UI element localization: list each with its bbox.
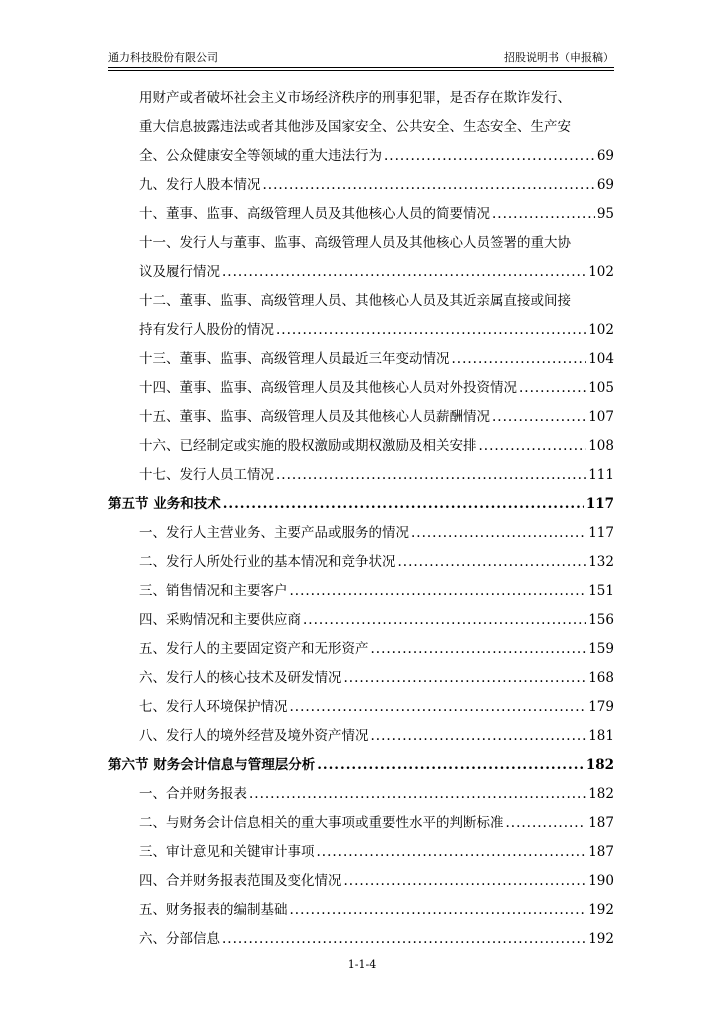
toc-entry[interactable] bbox=[108, 838, 614, 867]
toc-entry[interactable] bbox=[108, 780, 614, 809]
toc-entry-title: 九、发行人股本情况 bbox=[139, 177, 261, 193]
toc-dot-leader bbox=[411, 519, 586, 548]
toc-entry-page: 104 bbox=[588, 351, 614, 367]
toc-entry[interactable] bbox=[108, 113, 614, 142]
toc-dot-leader bbox=[492, 200, 595, 229]
toc-entry-page: 102 bbox=[588, 264, 614, 280]
toc-entry[interactable] bbox=[108, 142, 614, 171]
toc-entry-page: 192 bbox=[588, 902, 614, 918]
toc-entry-page: 107 bbox=[588, 409, 614, 425]
toc-dot-leader bbox=[222, 258, 586, 287]
toc-entry-page: 102 bbox=[588, 322, 614, 338]
toc-entry-title: 十一、发行人与董事、监事、高级管理人员及其他核心人员签署的重大协 bbox=[139, 235, 571, 251]
toc-entry-page: 69 bbox=[596, 177, 614, 193]
toc-entry-page: 187 bbox=[588, 844, 614, 860]
toc-dot-leader bbox=[344, 867, 587, 896]
toc-dot-leader bbox=[290, 896, 587, 925]
toc-entry[interactable] bbox=[108, 461, 614, 490]
toc-dot-leader bbox=[290, 577, 587, 606]
toc-entry[interactable] bbox=[108, 229, 614, 258]
toc-entry-title: 五、财务报表的编制基础 bbox=[139, 902, 288, 918]
toc-dot-leader bbox=[506, 809, 587, 838]
header-company: 通力科技股份有限公司 bbox=[108, 51, 218, 64]
toc-entry[interactable] bbox=[108, 84, 614, 113]
toc-entry-page: 159 bbox=[588, 641, 614, 657]
toc-dot-leader bbox=[317, 751, 584, 780]
header-doc-title: 招股说明书（申报稿） bbox=[504, 51, 614, 64]
toc-dot-leader bbox=[222, 925, 586, 954]
toc-entry-title: 十三、董事、监事、高级管理人员最近三年变动情况 bbox=[139, 351, 450, 367]
toc-dot-leader bbox=[290, 693, 587, 722]
toc-entry[interactable] bbox=[108, 809, 614, 838]
toc-entry-page: 168 bbox=[588, 670, 614, 686]
toc-dot-leader bbox=[317, 838, 587, 867]
toc-entry[interactable] bbox=[108, 722, 614, 751]
page-header bbox=[108, 50, 614, 66]
toc-entry-title: 三、审计意见和关键审计事项 bbox=[139, 844, 315, 860]
toc-entry-page: 182 bbox=[585, 757, 614, 773]
toc-entry-title: 用财产或者破坏社会主义市场经济秩序的刑事犯罪，是否存在欺诈发行、 bbox=[139, 90, 571, 106]
header-rule bbox=[108, 67, 614, 71]
toc-entry-title: 一、合并财务报表 bbox=[139, 786, 247, 802]
toc-dot-leader bbox=[303, 606, 586, 635]
toc-entry-title: 十六、已经制定或实施的股权激励或期权激励及相关安排 bbox=[139, 438, 477, 454]
toc-entry[interactable] bbox=[108, 403, 614, 432]
toc-entry-title: 二、与财务会计信息相关的重大事项或重要性水平的判断标准 bbox=[139, 815, 504, 831]
toc-dot-leader bbox=[519, 374, 586, 403]
toc-entry-title: 全、公众健康安全等领域的重大违法行为 bbox=[139, 148, 382, 164]
toc-entry[interactable] bbox=[108, 519, 614, 548]
toc-entry[interactable] bbox=[108, 577, 614, 606]
toc-entry-title: 十、董事、监事、高级管理人员及其他核心人员的简要情况 bbox=[139, 206, 490, 222]
toc-entry-title: 持有发行人股份的情况 bbox=[139, 322, 274, 338]
toc-entry-title: 第六节 财务会计信息与管理层分析 bbox=[108, 757, 316, 773]
toc-dot-leader bbox=[276, 316, 586, 345]
toc-entry-page: 156 bbox=[588, 612, 614, 628]
toc-entry[interactable] bbox=[108, 200, 614, 229]
toc-dot-leader bbox=[249, 780, 586, 809]
toc-entry[interactable] bbox=[108, 287, 614, 316]
toc-entry[interactable] bbox=[108, 693, 614, 722]
toc-entry[interactable] bbox=[108, 432, 614, 461]
toc-entry[interactable] bbox=[108, 548, 614, 577]
toc-entry-page: 192 bbox=[588, 931, 614, 947]
toc-entry-title: 第五节 业务和技术 bbox=[108, 496, 221, 512]
toc-entry[interactable] bbox=[108, 258, 614, 287]
toc-entry-page: 95 bbox=[596, 206, 614, 222]
toc-section-heading[interactable] bbox=[108, 490, 614, 519]
toc-entry-title: 议及履行情况 bbox=[139, 264, 220, 280]
toc-entry[interactable] bbox=[108, 171, 614, 200]
toc-dot-leader bbox=[371, 635, 587, 664]
toc-dot-leader bbox=[452, 345, 587, 374]
toc-entry-page: 69 bbox=[596, 148, 614, 164]
toc-entry-title: 六、分部信息 bbox=[139, 931, 220, 947]
toc-dot-leader bbox=[371, 722, 587, 751]
toc-entry-title: 十五、董事、监事、高级管理人员及其他核心人员薪酬情况 bbox=[139, 409, 490, 425]
toc-entry[interactable] bbox=[108, 345, 614, 374]
page-number: 1-1-4 bbox=[347, 958, 377, 971]
toc-entry-page: 190 bbox=[588, 873, 614, 889]
toc-entry[interactable] bbox=[108, 867, 614, 896]
toc-entry-page: 132 bbox=[588, 554, 614, 570]
toc-entry-page: 187 bbox=[588, 815, 614, 831]
toc-entry-page: 151 bbox=[588, 583, 614, 599]
toc-entry-title: 三、销售情况和主要客户 bbox=[139, 583, 288, 599]
toc-entry[interactable] bbox=[108, 374, 614, 403]
toc-entry-title: 二、发行人所处行业的基本情况和竞争状况 bbox=[139, 554, 396, 570]
toc-entry-title: 重大信息披露违法或者其他涉及国家安全、公共安全、生态安全、生产安 bbox=[139, 119, 571, 135]
toc-entry[interactable] bbox=[108, 606, 614, 635]
toc-section-heading[interactable] bbox=[108, 751, 614, 780]
toc-entry-title: 四、采购情况和主要供应商 bbox=[139, 612, 301, 628]
toc-entry-page: 108 bbox=[588, 438, 614, 454]
toc-dot-leader bbox=[398, 548, 587, 577]
toc-entry-title: 六、发行人的核心技术及研发情况 bbox=[139, 670, 342, 686]
table-of-contents bbox=[108, 84, 614, 954]
toc-entry-title: 十七、发行人员工情况 bbox=[139, 467, 274, 483]
toc-entry-title: 四、合并财务报表范围及变化情况 bbox=[139, 873, 342, 889]
toc-entry-title: 一、发行人主营业务、主要产品或服务的情况 bbox=[139, 525, 409, 541]
toc-entry[interactable] bbox=[108, 316, 614, 345]
toc-dot-leader bbox=[492, 403, 586, 432]
toc-dot-leader bbox=[223, 490, 584, 519]
toc-entry-title: 十二、董事、监事、高级管理人员、其他核心人员及其近亲属直接或间接 bbox=[139, 293, 571, 309]
toc-entry-page: 182 bbox=[588, 786, 614, 802]
toc-entry-page: 111 bbox=[588, 467, 614, 483]
toc-entry[interactable] bbox=[108, 664, 614, 693]
toc-entry-page: 179 bbox=[588, 699, 614, 715]
toc-entry-title: 十四、董事、监事、高级管理人员及其他核心人员对外投资情况 bbox=[139, 380, 517, 396]
toc-entry-page: 105 bbox=[588, 380, 614, 396]
toc-dot-leader bbox=[276, 461, 586, 490]
toc-dot-leader bbox=[344, 664, 587, 693]
toc-entry-page: 117 bbox=[588, 525, 614, 541]
toc-entry[interactable] bbox=[108, 635, 614, 664]
toc-dot-leader bbox=[479, 432, 587, 461]
toc-dot-leader bbox=[263, 171, 595, 200]
toc-dot-leader bbox=[384, 142, 595, 171]
toc-entry-title: 五、发行人的主要固定资产和无形资产 bbox=[139, 641, 369, 657]
toc-entry[interactable] bbox=[108, 925, 614, 954]
toc-entry-title: 八、发行人的境外经营及境外资产情况 bbox=[139, 728, 369, 744]
toc-entry-page: 181 bbox=[588, 728, 614, 744]
toc-entry[interactable] bbox=[108, 896, 614, 925]
toc-entry-title: 七、发行人环境保护情况 bbox=[139, 699, 288, 715]
toc-entry-page: 117 bbox=[585, 496, 614, 512]
